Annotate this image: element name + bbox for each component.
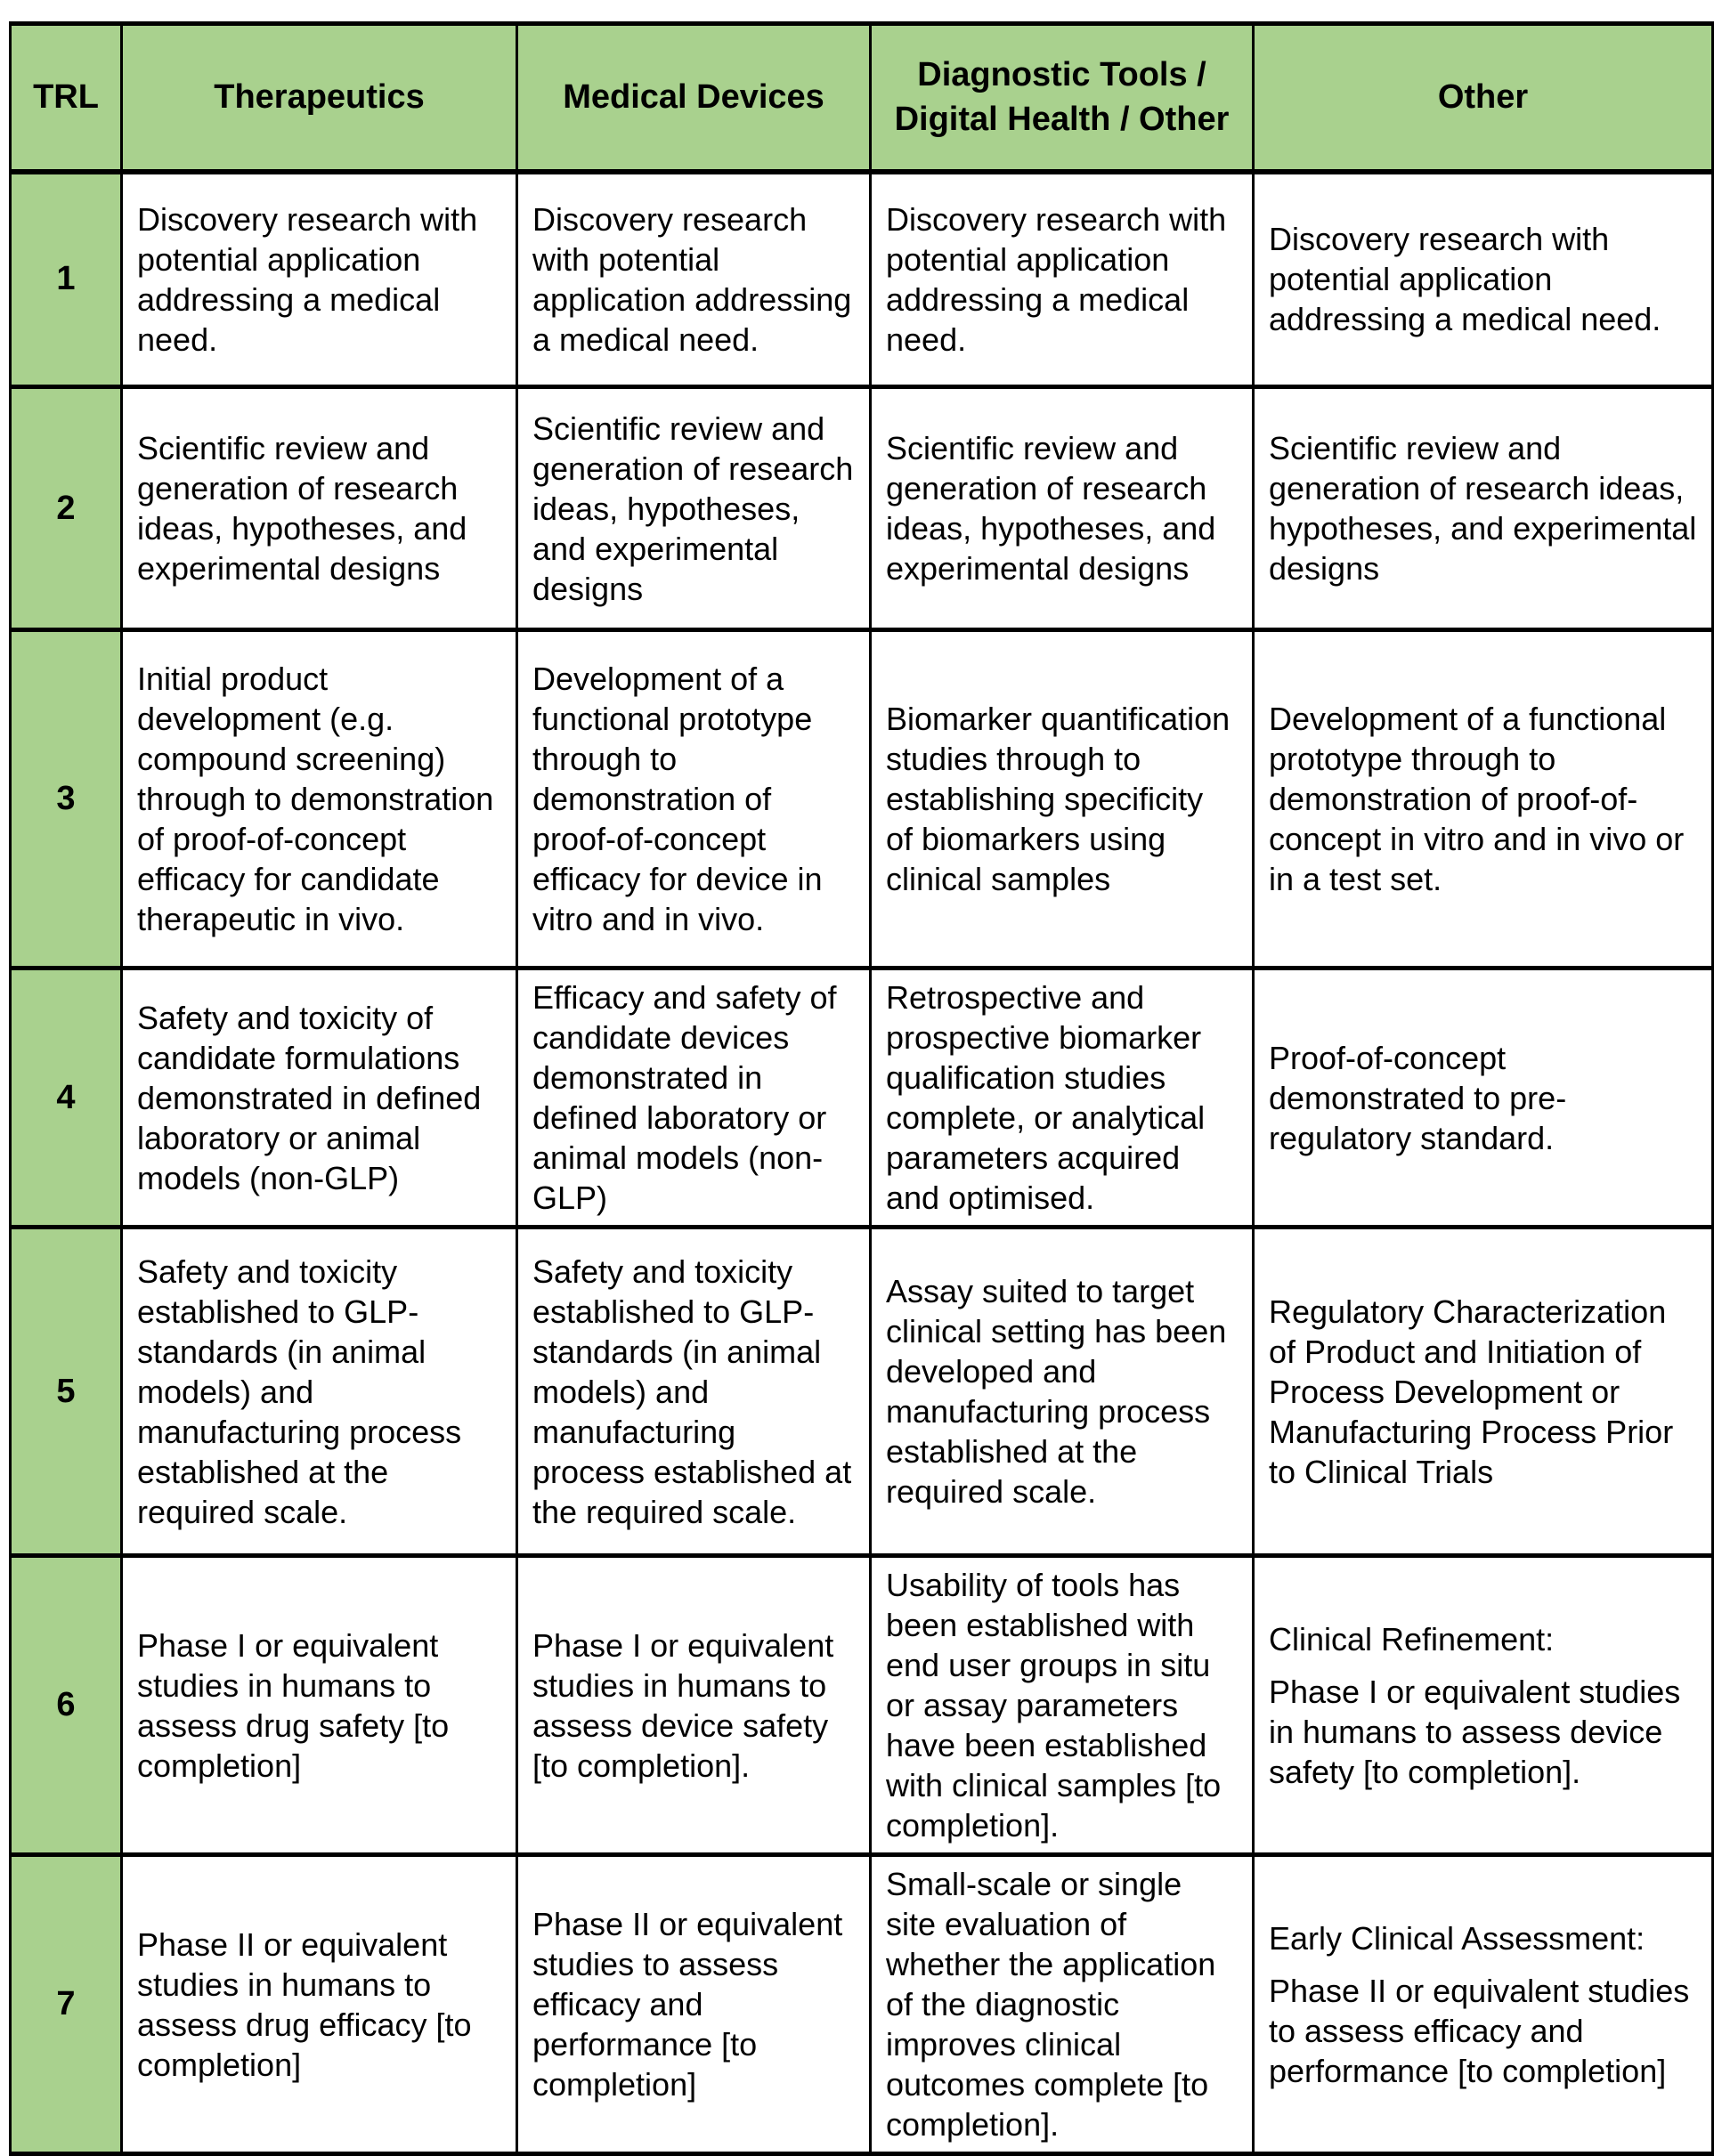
other-cell-heading: Early Clinical Assessment: (1269, 1919, 1645, 1957)
other-cell: Discovery research with potential application addressing a medical need. (1254, 172, 1713, 387)
header-medical-devices: Medical Devices (517, 24, 871, 172)
other-cell-body: Phase II or equivalent studies to assess efficacy and performance [to completion] (1269, 1972, 1690, 2089)
therapeutics-cell: Safety and toxicity of candidate formulations demonstrated in defined laboratory or animal models (non-GLP) (122, 969, 517, 1228)
medical-devices-cell: Phase I or equivalent studies in humans to assess device safety [to completion]. (517, 1556, 871, 1855)
medical-devices-cell: Discovery research with potential application addressing a medical need. (517, 172, 871, 387)
trl-level-cell: 4 (11, 969, 122, 1228)
diagnostic-cell: Usability of tools has been established with end user groups in situ or assay parameters have been established with clinical samples [to completion]. (871, 1556, 1254, 1855)
header-other: Other (1254, 24, 1713, 172)
therapeutics-cell: Discovery research with potential application addressing a medical need. (122, 172, 517, 387)
diagnostic-cell: Assay suited to target clinical setting has been developed and manufacturing process established at the required scale. (871, 1228, 1254, 1556)
therapeutics-cell: Initial product development (e.g. compound screening) through to demonstration of proof-of-concept efficacy for candidate therapeutic in vivo. (122, 630, 517, 969)
trl-level-cell: 2 (11, 387, 122, 630)
table-row-trl-7 (11, 1855, 1713, 2154)
trl-level-cell: 3 (11, 630, 122, 969)
trl-level-cell: 7 (11, 1855, 122, 2154)
medical-devices-cell: Scientific review and generation of research ideas, hypotheses, and experimental designs (517, 387, 871, 630)
table-row-trl-5 (11, 1228, 1713, 1556)
diagnostic-cell: Scientific review and generation of research ideas, hypotheses, and experimental designs (871, 387, 1254, 630)
header-trl: TRL (11, 24, 122, 172)
diagnostic-cell: Small-scale or single site evaluation of whether the application of the diagnostic improves clinical outcomes complete [to completion]. (871, 1855, 1254, 2154)
other-cell (1254, 1855, 1713, 2154)
other-cell: Scientific review and generation of research ideas, hypotheses, and experimental designs (1254, 387, 1713, 630)
header-therapeutics: Therapeutics (122, 24, 517, 172)
therapeutics-cell: Safety and toxicity established to GLP-standards (in animal models) and manufacturing process established at the required scale. (122, 1228, 517, 1556)
therapeutics-cell: Scientific review and generation of research ideas, hypotheses, and experimental designs (122, 387, 517, 630)
other-cell (1254, 1556, 1713, 1855)
diagnostic-cell: Discovery research with potential application addressing a medical need. (871, 172, 1254, 387)
header-row (11, 24, 1713, 172)
table-row-trl-3 (11, 630, 1713, 969)
trl-level-cell: 5 (11, 1228, 122, 1556)
other-cell: Development of a functional prototype through to demonstration of proof-of-concept in vitro and in vivo or in a test set. (1254, 630, 1713, 969)
header-diagnostic-tools: Diagnostic Tools / Digital Health / Other (871, 24, 1254, 172)
other-cell: Regulatory Characterization of Product and Initiation of Process Development or Manufacturing Process Prior to Clinical Trials (1254, 1228, 1713, 1556)
trl-level-cell: 6 (11, 1556, 122, 1855)
therapeutics-cell: Phase II or equivalent studies in humans to assess drug efficacy [to completion] (122, 1855, 517, 2154)
medical-devices-cell: Safety and toxicity established to GLP-standards (in animal models) and manufacturing process established at the required scale. (517, 1228, 871, 1556)
table-row-trl-1 (11, 172, 1713, 387)
table-row-trl-2 (11, 387, 1713, 630)
other-cell: Proof-of-concept demonstrated to pre-regulatory standard. (1254, 969, 1713, 1228)
other-cell-body: Phase I or equivalent studies in humans to assess device safety [to completion]. (1269, 1673, 1681, 1790)
diagnostic-cell: Retrospective and prospective biomarker qualification studies complete, or analytical parameters acquired and optimised. (871, 969, 1254, 1228)
trl-level-cell: 1 (11, 172, 122, 387)
other-cell-heading: Clinical Refinement: (1269, 1620, 1555, 1658)
trl-table (9, 21, 1714, 2156)
medical-devices-cell: Phase II or equivalent studies to assess efficacy and performance [to completion] (517, 1855, 871, 2154)
therapeutics-cell: Phase I or equivalent studies in humans to assess drug safety [to completion] (122, 1556, 517, 1855)
table-row-trl-4 (11, 969, 1713, 1228)
diagnostic-cell: Biomarker quantification studies through to establishing specificity of biomarkers using clinical samples (871, 630, 1254, 969)
table-row-trl-6 (11, 1556, 1713, 1855)
medical-devices-cell: Efficacy and safety of candidate devices demonstrated in defined laboratory or animal models (non-GLP) (517, 969, 871, 1228)
medical-devices-cell: Development of a functional prototype through to demonstration of proof-of-concept efficacy for device in vitro and in vivo. (517, 630, 871, 969)
